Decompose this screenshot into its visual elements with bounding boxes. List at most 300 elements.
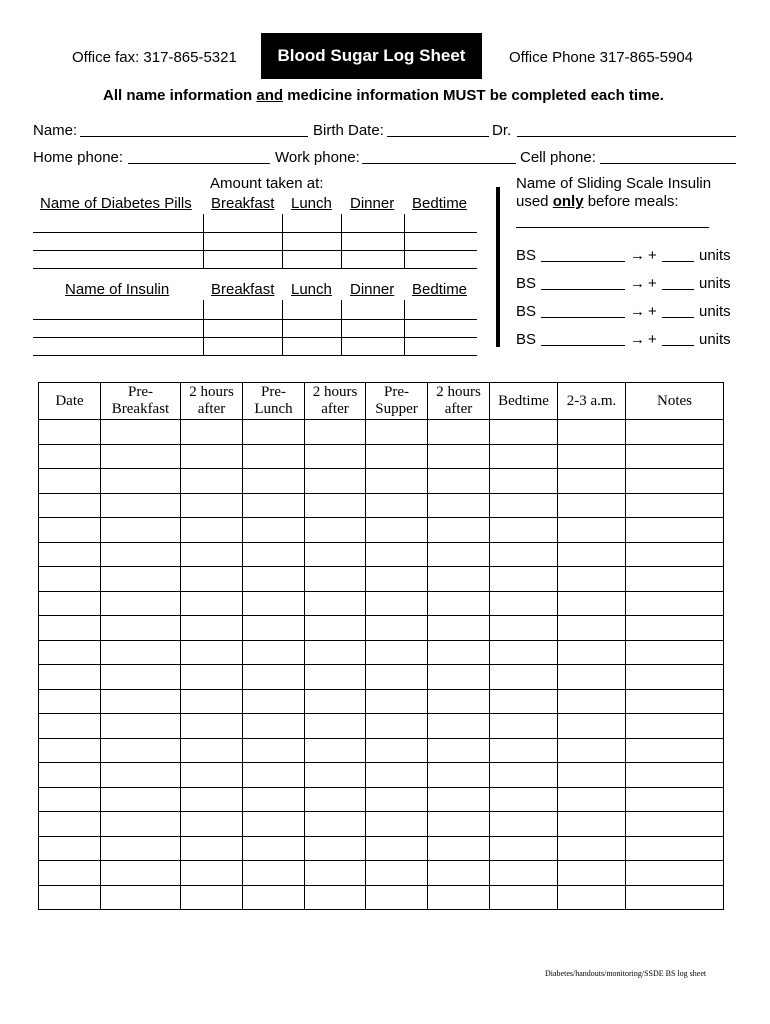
log-cell[interactable]: [490, 469, 558, 494]
log-cell[interactable]: [243, 469, 305, 494]
log-cell[interactable]: [490, 493, 558, 518]
log-cell[interactable]: [626, 689, 724, 714]
doctor-label: Dr.: [492, 122, 512, 139]
col-header-date: [39, 383, 101, 420]
insulin-lunch-header: Lunch: [291, 281, 332, 298]
work-phone-field[interactable]: [362, 163, 516, 164]
log-cell[interactable]: [428, 763, 490, 788]
log-cell[interactable]: [243, 812, 305, 837]
insulin-divider: [341, 300, 342, 356]
log-cell[interactable]: [243, 444, 305, 469]
log-cell[interactable]: [366, 763, 428, 788]
log-cell[interactable]: [243, 567, 305, 592]
log-cell[interactable]: [243, 714, 305, 739]
log-cell[interactable]: [558, 885, 626, 910]
pills-row-line[interactable]: [33, 250, 477, 251]
pills-row-line[interactable]: [33, 268, 477, 269]
log-cell[interactable]: [490, 836, 558, 861]
log-cell[interactable]: [366, 493, 428, 518]
log-cell[interactable]: [39, 861, 101, 886]
log-cell[interactable]: [558, 616, 626, 641]
units-value-field[interactable]: [662, 317, 694, 318]
log-cell[interactable]: [181, 836, 243, 861]
log-cell[interactable]: [428, 689, 490, 714]
log-cell[interactable]: [181, 763, 243, 788]
log-cell[interactable]: [490, 665, 558, 690]
log-cell[interactable]: [558, 787, 626, 812]
col-header-line1: Bedtime: [498, 392, 549, 409]
sliding-scale-subtitle-a: used: [516, 193, 553, 210]
log-cell[interactable]: [305, 444, 366, 469]
log-cell[interactable]: [39, 836, 101, 861]
units-value-field[interactable]: [662, 289, 694, 290]
log-cell[interactable]: [490, 640, 558, 665]
log-cell[interactable]: [490, 420, 558, 445]
log-cell[interactable]: [39, 567, 101, 592]
log-cell[interactable]: [101, 738, 181, 763]
pills-divider: [282, 214, 283, 269]
col-header-line2: Lunch: [254, 401, 293, 417]
log-cell[interactable]: [305, 420, 366, 445]
log-cell[interactable]: [366, 640, 428, 665]
log-cell[interactable]: [101, 665, 181, 690]
log-cell[interactable]: [626, 469, 724, 494]
log-cell[interactable]: [101, 518, 181, 543]
col-header-after-breakfast: [181, 383, 243, 420]
plus-sign: +: [648, 247, 657, 264]
log-cell[interactable]: [366, 567, 428, 592]
log-cell[interactable]: [305, 518, 366, 543]
pills-bedtime-header: Bedtime: [412, 195, 468, 212]
log-cell[interactable]: [101, 861, 181, 886]
log-cell[interactable]: [558, 689, 626, 714]
log-cell[interactable]: [558, 738, 626, 763]
log-cell[interactable]: [101, 616, 181, 641]
log-cell[interactable]: [558, 591, 626, 616]
table-row: [39, 738, 724, 763]
log-cell[interactable]: [243, 665, 305, 690]
name-label: Name:: [33, 122, 78, 139]
log-cell[interactable]: [490, 689, 558, 714]
pills-lunch-header: Lunch: [291, 195, 332, 212]
col-header-line1: Pre-: [128, 384, 153, 400]
log-cell[interactable]: [626, 812, 724, 837]
log-cell[interactable]: [181, 738, 243, 763]
log-cell[interactable]: [428, 420, 490, 445]
log-cell[interactable]: [626, 885, 724, 910]
log-cell[interactable]: [626, 493, 724, 518]
sliding-scale-only: only: [552, 193, 584, 210]
col-header-notes: [626, 383, 724, 420]
units-label: units: [699, 303, 731, 320]
log-cell[interactable]: [490, 885, 558, 910]
log-cell[interactable]: [428, 616, 490, 641]
log-cell[interactable]: [490, 567, 558, 592]
log-cell[interactable]: [626, 714, 724, 739]
log-cell[interactable]: [558, 836, 626, 861]
bs-label: BS: [516, 247, 537, 264]
log-cell[interactable]: [181, 591, 243, 616]
log-cell[interactable]: [181, 616, 243, 641]
sliding-scale-name-field[interactable]: [516, 227, 709, 228]
log-cell[interactable]: [305, 714, 366, 739]
log-cell[interactable]: [490, 542, 558, 567]
section-divider: [496, 187, 500, 347]
insulin-row-line[interactable]: [33, 355, 477, 356]
log-cell[interactable]: [626, 616, 724, 641]
table-row: [39, 689, 724, 714]
cell-phone-field[interactable]: [600, 163, 736, 164]
units-label: units: [699, 275, 731, 292]
log-cell[interactable]: [101, 542, 181, 567]
log-cell[interactable]: [181, 640, 243, 665]
log-cell[interactable]: [305, 640, 366, 665]
page-title: [261, 33, 482, 79]
log-cell[interactable]: [428, 542, 490, 567]
log-cell[interactable]: [101, 469, 181, 494]
pills-header: Name of Diabetes Pills: [40, 195, 192, 212]
amount-taken-label: Amount taken at:: [210, 175, 324, 192]
insulin-row-line[interactable]: [33, 337, 477, 338]
units-label: units: [699, 247, 731, 264]
insulin-dinner-header: Dinner: [350, 281, 395, 298]
col-header-line1: 2-3 a.m.: [566, 392, 617, 409]
log-cell[interactable]: [366, 689, 428, 714]
log-cell[interactable]: [305, 738, 366, 763]
log-cell[interactable]: [305, 591, 366, 616]
log-cell[interactable]: [243, 591, 305, 616]
log-cell[interactable]: [181, 493, 243, 518]
log-cell[interactable]: [39, 493, 101, 518]
log-cell[interactable]: [366, 812, 428, 837]
log-cell[interactable]: [101, 836, 181, 861]
table-row: [39, 714, 724, 739]
log-cell[interactable]: [181, 714, 243, 739]
log-cell[interactable]: [490, 812, 558, 837]
table-row: [39, 469, 724, 494]
log-cell[interactable]: [305, 885, 366, 910]
log-cell[interactable]: [305, 665, 366, 690]
log-cell[interactable]: [490, 714, 558, 739]
office-fax: Office fax: 317-865-5321: [72, 49, 237, 66]
log-cell[interactable]: [626, 567, 724, 592]
log-cell[interactable]: [428, 469, 490, 494]
log-cell[interactable]: [626, 836, 724, 861]
log-cell[interactable]: [181, 885, 243, 910]
log-cell[interactable]: [558, 640, 626, 665]
log-cell[interactable]: [626, 444, 724, 469]
log-cell[interactable]: [626, 738, 724, 763]
log-cell[interactable]: [305, 836, 366, 861]
log-cell[interactable]: [243, 640, 305, 665]
log-cell[interactable]: [181, 469, 243, 494]
log-cell[interactable]: [39, 518, 101, 543]
log-cell[interactable]: [39, 714, 101, 739]
arrow-icon: →: [630, 275, 645, 292]
log-cell[interactable]: [39, 763, 101, 788]
log-cell[interactable]: [626, 542, 724, 567]
table-row: [39, 787, 724, 812]
log-cell[interactable]: [626, 763, 724, 788]
log-cell[interactable]: [243, 836, 305, 861]
log-cell[interactable]: [428, 665, 490, 690]
log-cell[interactable]: [305, 763, 366, 788]
log-cell[interactable]: [181, 689, 243, 714]
units-value-field[interactable]: [662, 261, 694, 262]
log-cell[interactable]: [243, 689, 305, 714]
log-cell[interactable]: [428, 591, 490, 616]
log-cell[interactable]: [428, 567, 490, 592]
col-header-line1: Pre-: [261, 384, 286, 400]
log-cell[interactable]: [39, 420, 101, 445]
log-cell[interactable]: [490, 861, 558, 886]
log-cell[interactable]: [490, 444, 558, 469]
log-cell[interactable]: [39, 885, 101, 910]
log-cell[interactable]: [101, 689, 181, 714]
log-cell[interactable]: [243, 885, 305, 910]
log-cell[interactable]: [428, 861, 490, 886]
log-cell[interactable]: [101, 591, 181, 616]
log-cell[interactable]: [428, 812, 490, 837]
log-cell[interactable]: [101, 812, 181, 837]
log-cell[interactable]: [181, 861, 243, 886]
log-cell[interactable]: [39, 787, 101, 812]
log-cell[interactable]: [243, 493, 305, 518]
log-cell[interactable]: [305, 567, 366, 592]
log-cell[interactable]: [558, 493, 626, 518]
home-phone-label: Home phone:: [33, 149, 124, 166]
log-cell[interactable]: [558, 420, 626, 445]
pills-divider: [341, 214, 342, 269]
log-cell[interactable]: [243, 861, 305, 886]
table-row: [39, 591, 724, 616]
log-cell[interactable]: [428, 444, 490, 469]
insulin-divider: [282, 300, 283, 356]
log-cell[interactable]: [558, 542, 626, 567]
log-cell[interactable]: [181, 812, 243, 837]
work-phone-label: Work phone:: [275, 149, 360, 166]
log-cell[interactable]: [366, 714, 428, 739]
log-cell[interactable]: [101, 493, 181, 518]
col-header-line2: after: [444, 401, 473, 417]
plus-sign: +: [648, 331, 657, 348]
log-cell[interactable]: [39, 591, 101, 616]
home-phone-field[interactable]: [128, 163, 270, 164]
log-cell[interactable]: [181, 444, 243, 469]
log-cell[interactable]: [305, 861, 366, 886]
insulin-row-line[interactable]: [33, 319, 477, 320]
log-cell[interactable]: [181, 567, 243, 592]
log-cell[interactable]: [39, 738, 101, 763]
notice-part3: medicine information MUST be completed each time.: [283, 87, 664, 104]
log-cell[interactable]: [181, 420, 243, 445]
bs-label: BS: [516, 303, 537, 320]
log-cell[interactable]: [305, 469, 366, 494]
log-cell[interactable]: [305, 812, 366, 837]
col-header-line1: 2 hours: [436, 384, 481, 400]
table-row: [39, 444, 724, 469]
log-cell[interactable]: [490, 787, 558, 812]
log-cell[interactable]: [305, 689, 366, 714]
log-cell[interactable]: [39, 665, 101, 690]
log-cell[interactable]: [558, 665, 626, 690]
col-header-line2: Supper: [375, 401, 418, 417]
log-cell[interactable]: [626, 665, 724, 690]
log-cell[interactable]: [490, 763, 558, 788]
log-cell[interactable]: [626, 420, 724, 445]
col-header-pre-lunch: [243, 383, 305, 420]
log-cell[interactable]: [626, 591, 724, 616]
log-cell[interactable]: [626, 787, 724, 812]
pills-row-line[interactable]: [33, 232, 477, 233]
log-cell[interactable]: [366, 542, 428, 567]
log-cell[interactable]: [243, 787, 305, 812]
log-cell[interactable]: [490, 591, 558, 616]
table-row: [39, 640, 724, 665]
birth-date-label: Birth Date:: [313, 122, 384, 139]
name-field[interactable]: [80, 136, 308, 137]
log-cell[interactable]: [305, 493, 366, 518]
log-cell[interactable]: [101, 763, 181, 788]
table-row: [39, 861, 724, 886]
log-cell[interactable]: [626, 518, 724, 543]
log-cell[interactable]: [428, 518, 490, 543]
log-cell[interactable]: [101, 640, 181, 665]
plus-sign: +: [648, 303, 657, 320]
pills-dinner-header: Dinner: [350, 195, 395, 212]
log-cell[interactable]: [39, 640, 101, 665]
col-header-line2: after: [321, 401, 349, 417]
office-phone: Office Phone 317-865-5904: [509, 49, 694, 66]
log-cell[interactable]: [428, 885, 490, 910]
birth-date-field[interactable]: [387, 136, 489, 137]
bs-label: BS: [516, 275, 537, 292]
col-header-line1: 2 hours: [189, 384, 234, 400]
log-cell[interactable]: [428, 787, 490, 812]
log-cell[interactable]: [558, 567, 626, 592]
cell-phone-label: Cell phone:: [520, 149, 596, 166]
log-cell[interactable]: [428, 640, 490, 665]
log-cell[interactable]: [490, 616, 558, 641]
log-cell[interactable]: [181, 518, 243, 543]
pills-divider: [404, 214, 405, 269]
log-cell[interactable]: [366, 444, 428, 469]
plus-sign: +: [648, 275, 657, 292]
log-cell[interactable]: [181, 542, 243, 567]
blood-sugar-log-table: [38, 382, 724, 910]
log-cell[interactable]: [428, 738, 490, 763]
bs-value-field[interactable]: [541, 317, 625, 318]
log-cell[interactable]: [626, 640, 724, 665]
log-cell[interactable]: [243, 738, 305, 763]
sliding-scale-subtitle-c: before meals:: [583, 193, 679, 210]
log-cell[interactable]: [305, 616, 366, 641]
log-cell[interactable]: [558, 763, 626, 788]
log-cell[interactable]: [490, 518, 558, 543]
log-cell[interactable]: [366, 518, 428, 543]
bs-value-field[interactable]: [541, 261, 625, 262]
sliding-scale-subtitle: [516, 193, 679, 210]
log-cell[interactable]: [558, 861, 626, 886]
page-title-text: Blood Sugar Log Sheet: [277, 46, 466, 65]
doctor-field[interactable]: [517, 136, 736, 137]
log-cell[interactable]: [243, 420, 305, 445]
log-cell[interactable]: [558, 469, 626, 494]
col-header-after-lunch: [305, 383, 366, 420]
log-cell[interactable]: [366, 836, 428, 861]
log-cell[interactable]: [366, 885, 428, 910]
log-cell[interactable]: [558, 714, 626, 739]
units-value-field[interactable]: [662, 345, 694, 346]
log-cell[interactable]: [366, 420, 428, 445]
log-cell[interactable]: [366, 738, 428, 763]
log-cell[interactable]: [39, 812, 101, 837]
log-cell[interactable]: [366, 665, 428, 690]
log-cell[interactable]: [243, 616, 305, 641]
table-row: [39, 836, 724, 861]
log-cell[interactable]: [101, 444, 181, 469]
notice: [103, 87, 664, 104]
log-cell[interactable]: [39, 689, 101, 714]
table-row: [39, 885, 724, 910]
table-row: [39, 420, 724, 445]
log-cell[interactable]: [39, 542, 101, 567]
table-row: [39, 493, 724, 518]
log-cell[interactable]: [39, 469, 101, 494]
log-cell[interactable]: [558, 518, 626, 543]
log-cell[interactable]: [366, 616, 428, 641]
log-cell[interactable]: [366, 469, 428, 494]
log-cell[interactable]: [101, 420, 181, 445]
log-cell[interactable]: [366, 861, 428, 886]
log-cell[interactable]: [558, 444, 626, 469]
insulin-breakfast-header: Breakfast: [211, 281, 275, 298]
log-cell[interactable]: [366, 591, 428, 616]
log-cell[interactable]: [101, 787, 181, 812]
log-cell[interactable]: [305, 787, 366, 812]
col-header-pre-supper: [366, 383, 428, 420]
log-cell[interactable]: [305, 542, 366, 567]
arrow-icon: →: [630, 303, 645, 320]
table-header-row: [39, 383, 724, 420]
footer-path: Diabetes/handouts/monitoring/SSDE BS log sheet: [545, 969, 707, 978]
log-cell[interactable]: [101, 885, 181, 910]
log-cell[interactable]: [243, 763, 305, 788]
log-cell[interactable]: [428, 836, 490, 861]
log-cell[interactable]: [39, 616, 101, 641]
log-cell[interactable]: [428, 714, 490, 739]
log-cell[interactable]: [366, 787, 428, 812]
pills-breakfast-header: Breakfast: [211, 195, 275, 212]
log-cell[interactable]: [101, 567, 181, 592]
log-cell[interactable]: [39, 444, 101, 469]
log-cell[interactable]: [243, 542, 305, 567]
log-cell[interactable]: [428, 493, 490, 518]
log-cell[interactable]: [101, 714, 181, 739]
log-cell[interactable]: [243, 518, 305, 543]
bs-value-field[interactable]: [541, 345, 625, 346]
log-cell[interactable]: [181, 787, 243, 812]
arrow-icon: →: [630, 247, 645, 264]
insulin-divider: [404, 300, 405, 356]
bs-value-field[interactable]: [541, 289, 625, 290]
log-cell[interactable]: [181, 665, 243, 690]
log-cell[interactable]: [558, 812, 626, 837]
log-cell[interactable]: [490, 738, 558, 763]
log-table-body: [39, 420, 724, 910]
col-header-bedtime: [490, 383, 558, 420]
log-cell[interactable]: [626, 861, 724, 886]
